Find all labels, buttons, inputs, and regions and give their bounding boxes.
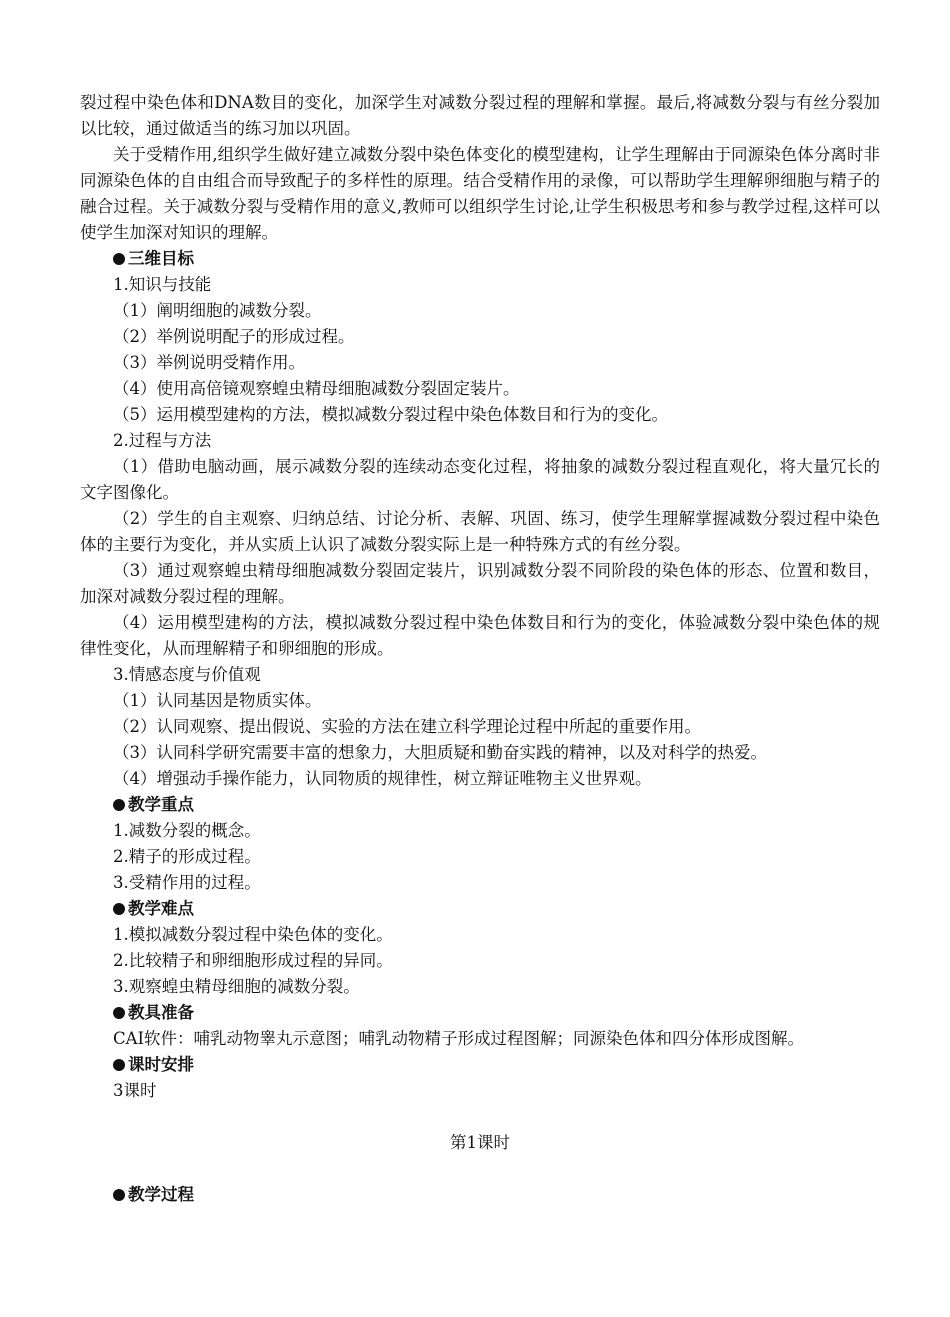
section-heading-tools: 教具准备 (80, 1000, 880, 1026)
goal-item: （4）运用模型建构的方法，模拟减数分裂过程中染色体数目和行为的变化，体验减数分裂中染色体的规律性变化，从而理解精子和卵细胞的形成。 (80, 613, 880, 658)
fertilization-paragraph: 关于受精作用,组织学生做好建立减数分裂中染色体变化的模型建构，让学生理解由于同源染色体分离时非同源染色体的自由组合而导致配子的多样性的原理。结合受精作用的录像，可以帮助学生理解卵细胞与精子的融合过程。关于减数分裂与受精作用的意义,教师可以组织学生讨论,让学生积极思考和参与教学过程,这样可以使学生加深对知识的理解。 (80, 145, 880, 242)
bullet-dot-icon (113, 253, 125, 265)
goals-sub-2-title: 2.过程与方法 (113, 431, 212, 450)
goal-item: （1）认同基因是物质实体。 (113, 691, 322, 710)
lesson-title: 第1课时 (450, 1133, 510, 1152)
goal-item: （4）增强动手操作能力，认同物质的规律性，树立辩证唯物主义世界观。 (113, 769, 652, 788)
goal-item: （2）认同观察、提出假说、实验的方法在建立科学理论过程中所起的重要作用。 (113, 717, 701, 736)
section-heading-goals: 三维目标 (80, 246, 880, 272)
bullet-dot-icon (113, 799, 125, 811)
tools-text: CAI软件：哺乳动物睾丸示意图；哺乳动物精子形成过程图解；同源染色体和四分体形成图解。 (113, 1029, 805, 1048)
goals-sub-1-title: 1.知识与技能 (113, 275, 212, 294)
goal-item: （2）举例说明配子的形成过程。 (113, 327, 355, 346)
bullet-dot-icon (113, 1059, 125, 1071)
goal-item: （3）认同科学研究需要丰富的想象力，大胆质疑和勤奋实践的精神，以及对科学的热爱。 (113, 743, 767, 762)
difficulty-item: 2.比较精子和卵细胞形成过程的异同。 (113, 951, 393, 970)
section-heading-schedule: 课时安排 (80, 1052, 880, 1078)
goal-item: （1）阐明细胞的减数分裂。 (113, 301, 322, 320)
goal-item: （1）借助电脑动画，展示减数分裂的连续动态变化过程，将抽象的减数分裂过程直观化，将大量冗长的文字图像化。 (80, 457, 880, 502)
difficulty-item: 1.模拟减数分裂过程中染色体的变化。 (113, 925, 393, 944)
schedule-text: 3课时 (113, 1081, 157, 1100)
goal-item: （4）使用高倍镜观察蝗虫精母细胞减数分裂固定装片。 (113, 379, 520, 398)
bullet-dot-icon (113, 903, 125, 915)
goals-sub-3-title: 3.情感态度与价值观 (113, 665, 261, 684)
goal-item: （2）学生的自主观察、归纳总结、讨论分析、表解、巩固、练习，使学生理解掌握减数分裂过程中染色体的主要行为变化，并从实质上认识了减数分裂实际上是一种特殊方式的有丝分裂。 (80, 509, 880, 554)
bullet-dot-icon (113, 1189, 125, 1201)
key-point-item: 1.减数分裂的概念。 (113, 821, 261, 840)
bullet-dot-icon (113, 1007, 125, 1019)
document-page (80, 90, 880, 1208)
difficulty-item: 3.观察蝗虫精母细胞的减数分裂。 (113, 977, 360, 996)
intro-paragraph-continued: 裂过程中染色体和DNA数目的变化，加深学生对减数分裂过程的理解和掌握。最后,将减数分裂与有丝分裂加以比较，通过做适当的练习加以巩固。 (80, 93, 880, 138)
goal-item: （5）运用模型建构的方法，模拟减数分裂过程中染色体数目和行为的变化。 (113, 405, 668, 424)
section-heading-key-points: 教学重点 (80, 792, 880, 818)
goal-item: （3）通过观察蝗虫精母细胞减数分裂固定装片，识别减数分裂不同阶段的染色体的形态、位置和数目，加深对减数分裂过程的理解。 (80, 561, 880, 606)
key-point-item: 3.受精作用的过程。 (113, 873, 261, 892)
section-heading-process: 教学过程 (80, 1182, 880, 1208)
section-heading-difficulties: 教学难点 (80, 896, 880, 922)
goal-item: （3）举例说明受精作用。 (113, 353, 305, 372)
key-point-item: 2.精子的形成过程。 (113, 847, 261, 866)
